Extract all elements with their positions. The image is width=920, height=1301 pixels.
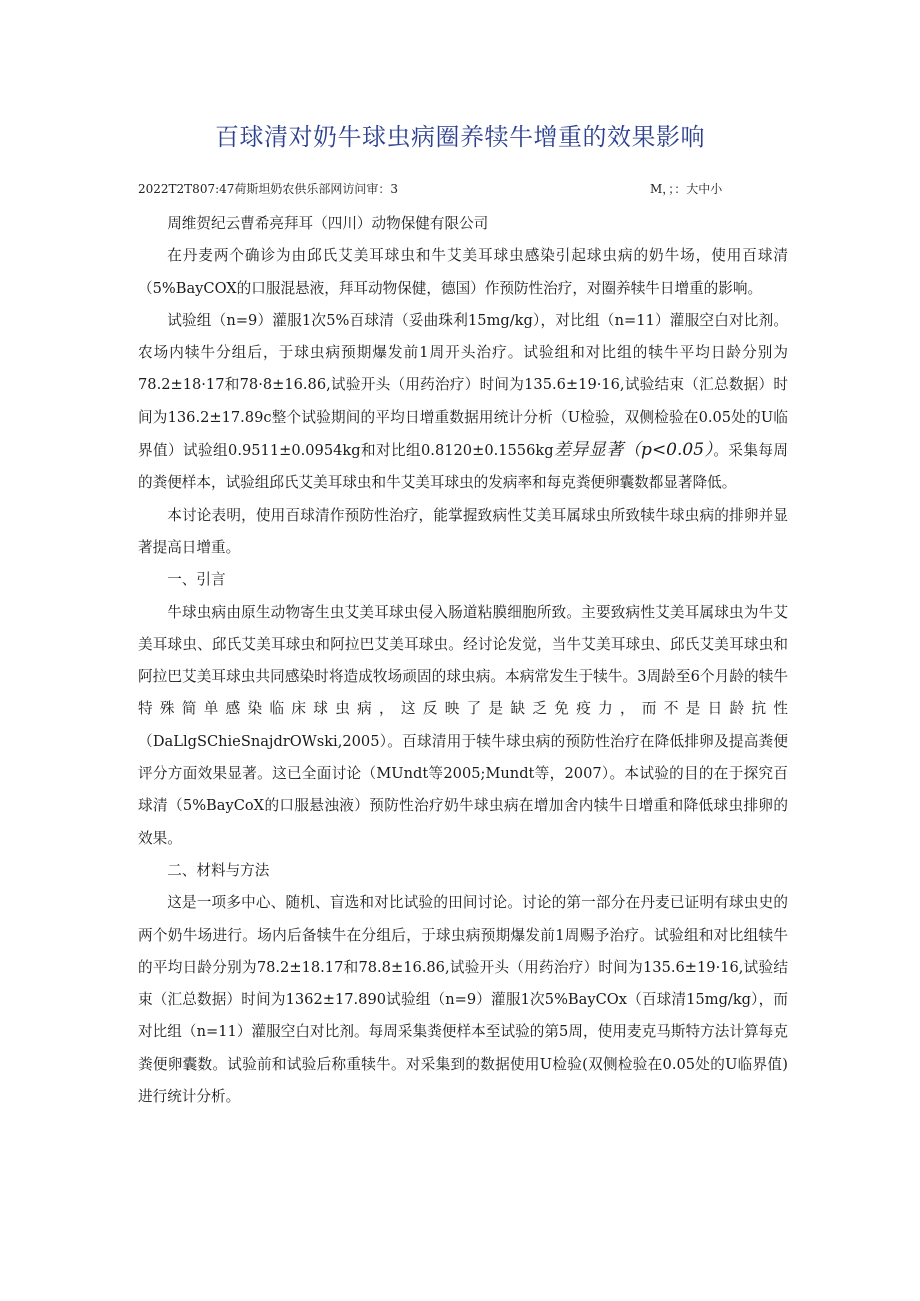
abstract-paragraph-1: 在丹麦两个确诊为由邱氏艾美耳球虫和牛艾美耳球虫感染引起球虫病的奶牛场，使用百球清（5%BayCOX的口服混悬液，拜耳动物保健，德国）作预防性治疗，对圈养犊牛日增重的影响。 (138, 247, 788, 297)
methods-paragraph: 这是一项多中心、随机、盲选和对比试验的田间讨论。讨论的第一部分在丹麦已证明有球虫史的两个奶牛场进行。场内后备犊牛在分组后，于球虫病预期爆发前1周赐予治疗。试验组和对比组犊牛的平均日龄分别为78.2±18.17和78.8±16.86,试验开头（用药治疗）时间为135.6±19·16,试验结束（汇总数据）时间为1362±17.890试验组（n=9）灌服1次5%BayCOx（百球清15mg∕kg），而对比组（n=11）灌服空白对比剂。每周采集粪便样本至试验的第5周，使用麦克马斯特方法计算每克粪便卵囊数。试验前和试验后称重犊牛。对采集到的数据使用U检验(双侧检验在0.05处的U临界值)进行统计分析。 (138, 894, 788, 1106)
abstract-paragraph-2-text-b: 。采集每周的粪便样本，试验组邱氏艾美耳球虫和牛艾美耳球虫的发病率和每克粪便卵囊数都显著降低。 (138, 442, 788, 492)
abstract-paragraph-3: 本讨论表明，使用百球清作预防性治疗，能掌握致病性艾美耳属球虫所致犊牛球虫病的排卵并显著提高日增重。 (138, 506, 788, 556)
article-meta: 2022T2T807:47荷斯坦奶农供乐部网访问审：3 (138, 182, 399, 196)
abstract-paragraph-2-text-a: 试验组（n=9）灌服1次5%百球清（妥曲珠利15mg∕kg），对比组（n=11）灌服空白对比剂。农场内犊牛分组后，于球虫病预期爆发前1周开头治疗。试验组和对比组的犊牛平均日龄分别为78.2±18·17和78·8±16.86,试验开头（用药治疗）时间为135.6±19·16,试验结束（汇总数据）时间为136.2±17.89c整个试验期间的平均日增重数据用统计分析（U检验，双侧检验在0.05处的U临界值）试验组0.9511±0.0954kg和对比组0.8120±0.1556kg (138, 311, 788, 460)
article-body (138, 208, 788, 1113)
document-title: 百球清对奶牛球虫病圈养犊牛增重的效果影响 (215, 123, 705, 151)
section-heading-methods: 二、材料与方法 (167, 861, 270, 879)
significance-note: 差异显著（p<0.05） (553, 440, 714, 461)
abstract-paragraph-2 (138, 305, 788, 500)
font-size-controls[interactable]: M，；：大中小 (650, 182, 723, 196)
introduction-paragraph: 牛球虫病由原生动物寄生虫艾美耳球虫侵入肠道粘膜细胞所致。主要致病性艾美耳属球虫为牛艾美耳球虫、邱氏艾美耳球虫和阿拉巴艾美耳球虫。经讨论发觉，当牛艾美耳球虫、邱氏艾美耳球虫和阿拉巴艾美耳球虫共同感染时将造成牧场顽固的球虫病。本病常发生于犊牛。3周龄至6个月龄的犊牛特殊简单感染临床球虫病，这反映了是缺乏免疫力，而不是日龄抗性（DaLlgSChieSnajdrOWski,2005）。百球清用于犊牛球虫病的预防性治疗在降低排卵及提高粪便评分方面效果显著。这已全面讨论（MUndt等2005;Mundt等，2007）。本试验的目的在于探究百球清（5%BayCoX的口服悬浊液）预防性治疗奶牛球虫病在增加舍内犊牛日增重和降低球虫排卵的效果。 (138, 603, 788, 847)
author-line: 周维贺纪云曹希亮拜耳（四川）动物保健有限公司 (167, 215, 489, 232)
section-heading-introduction: 一、引言 (167, 571, 226, 589)
